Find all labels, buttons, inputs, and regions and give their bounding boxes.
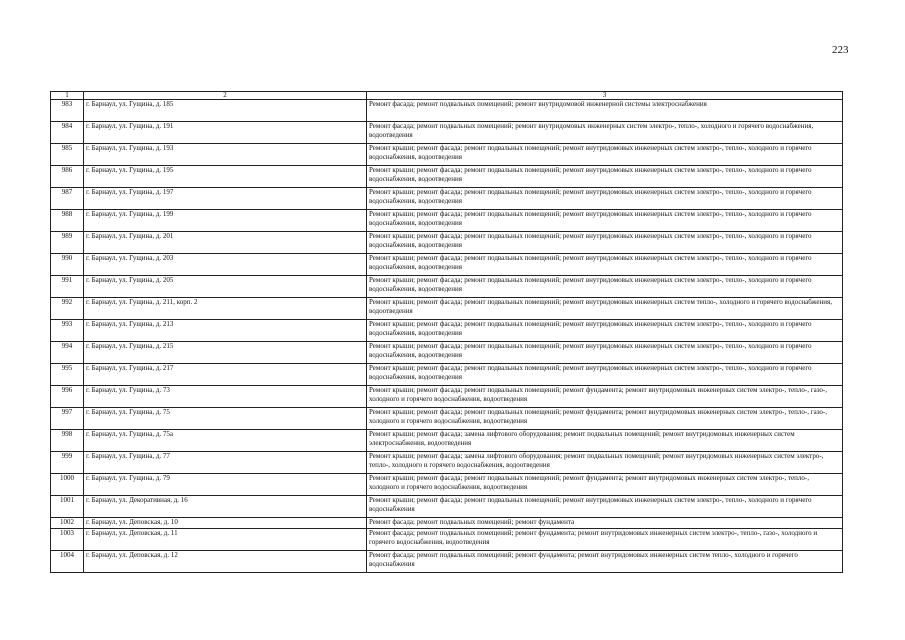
row-number: 988	[51, 210, 84, 232]
page-number: 223	[832, 44, 849, 56]
row-works: Ремонт крыши; ремонт фасада; ремонт подвальных помещений; ремонт фундамента; ремонт внутридомовых инженерных систем электро-, тепло-, холодного и горячего водоснабжения, водоотведения	[367, 474, 843, 496]
row-number: 1002	[51, 518, 84, 529]
row-number: 995	[51, 364, 84, 386]
row-address: г. Барнаул, ул. Гущина, д. 205	[84, 276, 367, 298]
row-address: г. Барнаул, ул. Гущина, д. 73	[84, 386, 367, 408]
row-address: г. Барнаул, ул. Гущина, д. 215	[84, 342, 367, 364]
column-header: 2	[84, 92, 367, 100]
row-works: Ремонт крыши; ремонт фасада; ремонт подвальных помещений; ремонт внутридомовых инженерных систем электро-, тепло-, холодного и горячего водоснабжения, водоотведения	[367, 166, 843, 188]
row-address: г. Барнаул, ул. Гущина, д. 191	[84, 122, 367, 144]
table-row	[51, 408, 843, 430]
row-number: 998	[51, 430, 84, 452]
row-address: г. Барнаул, ул. Гущина, д. 75а	[84, 430, 367, 452]
row-works: Ремонт фасада; ремонт подвальных помещений; ремонт фундамента; ремонт внутридомовых инженерных систем электро-, тепло-, газо-, холодного и горячего водоснабжения, водоотведения	[367, 529, 843, 551]
row-address: г. Барнаул, ул. Гущина, д. 185	[84, 100, 367, 122]
table-row	[51, 342, 843, 364]
row-address: г. Барнаул, ул. Деповская, д. 11	[84, 529, 367, 551]
row-address: г. Барнаул, ул. Гущина, д. 79	[84, 474, 367, 496]
row-address: г. Барнаул, ул. Деповская, д. 10	[84, 518, 367, 529]
row-works: Ремонт фасада; ремонт подвальных помещений; ремонт фундамента; ремонт внутридомовых инженерных систем тепло-, холодного и горячего водоснабжения	[367, 551, 843, 573]
table-row	[51, 122, 843, 144]
row-works: Ремонт крыши; ремонт фасада; ремонт подвальных помещений; ремонт внутридомовых инженерных систем электро-, тепло-, холодного и горячего водоснабжения, водоотведения	[367, 342, 843, 364]
table-row	[51, 386, 843, 408]
row-works: Ремонт крыши; ремонт фасада; ремонт подвальных помещений; ремонт внутридомовых инженерных систем электро-, тепло-, холодного и горячего водоснабжения, водоотведения	[367, 188, 843, 210]
row-works: Ремонт крыши; ремонт фасада; ремонт подвальных помещений; ремонт фундамента; ремонт внутридомовых инженерных систем электро-, тепло-, газо-, холодного и горячего водоснабжения, водоотведения	[367, 408, 843, 430]
table-header-row	[51, 92, 843, 100]
row-works: Ремонт крыши; ремонт фасада; ремонт подвальных помещений; ремонт внутридомовых инженерных систем электро-, тепло-, холодного и горячего водоснабжения, водоотведения	[367, 232, 843, 254]
row-number: 997	[51, 408, 84, 430]
row-number: 994	[51, 342, 84, 364]
table-row	[51, 518, 843, 529]
row-number: 1000	[51, 474, 84, 496]
table-row	[51, 144, 843, 166]
repair-registry-table	[50, 91, 843, 573]
row-number: 984	[51, 122, 84, 144]
row-number: 985	[51, 144, 84, 166]
table-row	[51, 166, 843, 188]
table-row	[51, 430, 843, 452]
row-address: г. Барнаул, ул. Гущина, д. 197	[84, 188, 367, 210]
row-number: 992	[51, 298, 84, 320]
table-row	[51, 529, 843, 551]
row-number: 991	[51, 276, 84, 298]
row-address: г. Барнаул, ул. Гущина, д. 199	[84, 210, 367, 232]
row-works: Ремонт крыши; ремонт фасада; ремонт подвальных помещений; ремонт внутридомовых инженерных систем электро-, тепло-, холодного и горячего водоснабжения	[367, 496, 843, 518]
row-address: г. Барнаул, ул. Гущина, д. 77	[84, 452, 367, 474]
table-row	[51, 276, 843, 298]
table-body	[51, 92, 843, 573]
row-works: Ремонт крыши; ремонт фасада; замена лифтового оборудования; ремонт подвальных помещений; ремонт внутридомовых инженерных систем электроснабжения, водоотведения	[367, 430, 843, 452]
row-works: Ремонт крыши; ремонт фасада; ремонт подвальных помещений; ремонт внутридомовых инженерных систем тепло-, холодного и горячего водоснабжения, водоотведения	[367, 298, 843, 320]
row-works: Ремонт крыши; ремонт фасада; ремонт подвальных помещений; ремонт внутридомовых инженерных систем электро-, тепло-, холодного и горячего водоснабжения, водоотведения	[367, 276, 843, 298]
row-number: 999	[51, 452, 84, 474]
row-address: г. Барнаул, ул. Гущина, д. 211, корп. 2	[84, 298, 367, 320]
row-address: г. Барнаул, ул. Деповская, д. 12	[84, 551, 367, 573]
row-works: Ремонт крыши; ремонт фасада; ремонт подвальных помещений; ремонт внутридомовых инженерных систем электро-, тепло-, холодного и горячего водоснабжения, водоотведения	[367, 210, 843, 232]
table-row	[51, 210, 843, 232]
row-number: 1003	[51, 529, 84, 551]
row-works: Ремонт крыши; ремонт фасада; ремонт подвальных помещений; ремонт внутридомовых инженерных систем электро-, тепло-, холодного и горячего водоснабжения, водоотведения	[367, 144, 843, 166]
row-address: г. Барнаул, ул. Гущина, д. 75	[84, 408, 367, 430]
table-row	[51, 474, 843, 496]
table-row	[51, 551, 843, 573]
row-works: Ремонт крыши; ремонт фасада; ремонт подвальных помещений; ремонт внутридомовых инженерных систем электро-, тепло-, холодного и горячего водоснабжения, водоотведения	[367, 254, 843, 276]
table-row	[51, 364, 843, 386]
row-address: г. Барнаул, ул. Гущина, д. 193	[84, 144, 367, 166]
row-number: 983	[51, 100, 84, 122]
column-header: 3	[367, 92, 843, 100]
table-row	[51, 320, 843, 342]
row-address: г. Барнаул, ул. Гущина, д. 217	[84, 364, 367, 386]
row-works: Ремонт фасада; ремонт подвальных помещений; ремонт внутридомовых инженерных систем электро-, тепло-, холодного и горячего водоснабжения, водоотведения	[367, 122, 843, 144]
row-number: 996	[51, 386, 84, 408]
row-works: Ремонт крыши; ремонт фасада; ремонт подвальных помещений; ремонт внутридомовых инженерных систем электро-, тепло-, холодного и горячего водоснабжения, водоотведения	[367, 320, 843, 342]
table-row	[51, 100, 843, 122]
column-header: 1	[51, 92, 84, 100]
row-number: 986	[51, 166, 84, 188]
table-row	[51, 298, 843, 320]
table-row	[51, 496, 843, 518]
row-address: г. Барнаул, ул. Декоративная, д. 16	[84, 496, 367, 518]
row-works: Ремонт фасада; ремонт подвальных помещений; ремонт фундамента	[367, 518, 843, 529]
row-address: г. Барнаул, ул. Гущина, д. 195	[84, 166, 367, 188]
row-number: 989	[51, 232, 84, 254]
row-works: Ремонт фасада; ремонт подвальных помещений; ремонт внутридомовой инженерной системы электроснабжения	[367, 100, 843, 122]
row-number: 990	[51, 254, 84, 276]
table-row	[51, 232, 843, 254]
row-works: Ремонт крыши; ремонт фасада; ремонт подвальных помещений; ремонт внутридомовых инженерных систем электро-, тепло-, холодного и горячего водоснабжения, водоотведения	[367, 364, 843, 386]
table-row	[51, 188, 843, 210]
row-number: 1004	[51, 551, 84, 573]
row-address: г. Барнаул, ул. Гущина, д. 203	[84, 254, 367, 276]
row-address: г. Барнаул, ул. Гущина, д. 213	[84, 320, 367, 342]
table-row	[51, 254, 843, 276]
row-number: 987	[51, 188, 84, 210]
row-number: 1001	[51, 496, 84, 518]
table-row	[51, 452, 843, 474]
row-number: 993	[51, 320, 84, 342]
row-works: Ремонт крыши; ремонт фасада; ремонт подвальных помещений; ремонт фундамента; ремонт внутридомовых инженерных систем электро-, тепло-, газо-, холодного и горячего водоснабжения, водоотведения	[367, 386, 843, 408]
row-works: Ремонт крыши; ремонт фасада; замена лифтового оборудования; ремонт подвальных помещений; ремонт внутридомовых инженерных систем электро-, тепло-, холодного и горячего водоснабжения, водоотведения	[367, 452, 843, 474]
row-address: г. Барнаул, ул. Гущина, д. 201	[84, 232, 367, 254]
